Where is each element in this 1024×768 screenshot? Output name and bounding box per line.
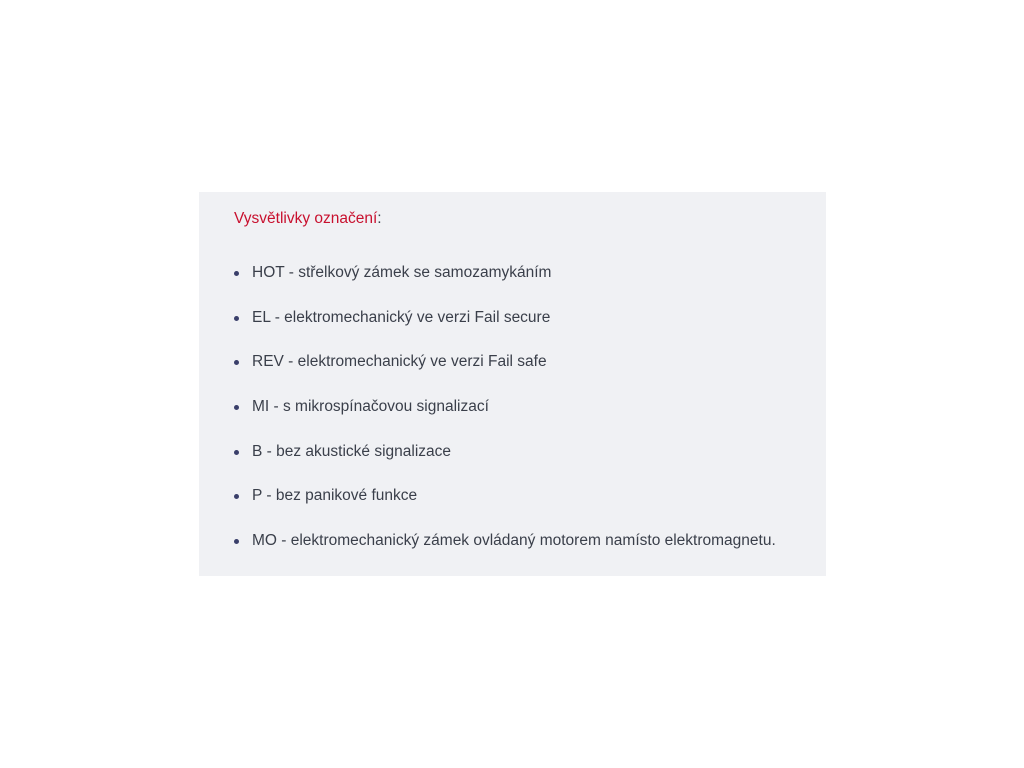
legend-list: [234, 263, 776, 576]
list-item-label: REV - elektromechanický ve verzi Fail safe: [252, 353, 547, 371]
legend-title: [234, 209, 826, 229]
list-item-label: MO - elektromechanický zámek ovládaný motorem namísto elektromagnetu.: [252, 532, 776, 550]
bullet-icon: [234, 316, 239, 321]
list-item: [234, 352, 776, 397]
legend-box: [199, 192, 826, 576]
bullet-icon: [234, 450, 239, 455]
legend-title-colon: :: [377, 210, 382, 227]
legend-title-text: Vysvětlivky označení: [234, 210, 378, 227]
list-item: [234, 531, 776, 576]
list-item-label: EL - elektromechanický ve verzi Fail secure: [252, 308, 551, 326]
bullet-icon: [234, 271, 239, 276]
list-item: [234, 263, 776, 308]
list-item: [234, 486, 776, 531]
list-item-label: MI - s mikrospínačovou signalizací: [252, 398, 489, 416]
list-item-label: HOT - střelkový zámek se samozamykáním: [252, 264, 552, 281]
bullet-icon: [234, 360, 239, 365]
bullet-icon: [234, 405, 239, 410]
list-item-label: B - bez akustické signalizace: [252, 442, 452, 460]
bullet-icon: [234, 494, 239, 499]
list-item: [234, 442, 776, 487]
list-item: [234, 308, 776, 353]
list-item-label: P - bez panikové funkce: [252, 487, 418, 505]
bullet-icon: [234, 539, 239, 544]
list-item: [234, 397, 776, 442]
